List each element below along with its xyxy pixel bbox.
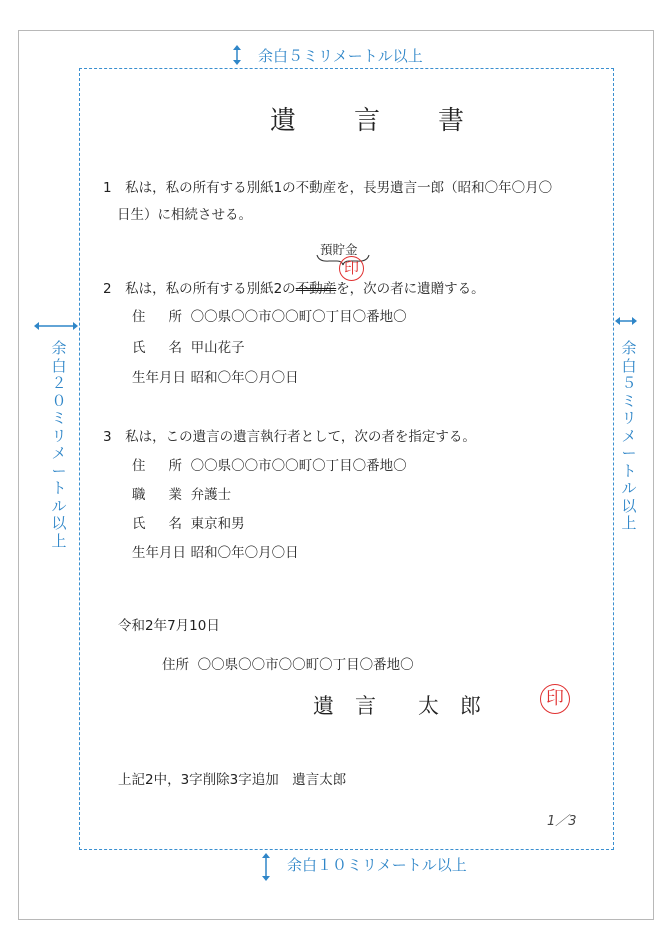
clause3-dob-row: [132, 541, 299, 561]
document-title: 遺 言 書: [270, 106, 481, 136]
clause1-line1: 1 私は，私の所有する別紙1の不動産を，長男遺言一郎（昭和〇年〇月〇: [103, 180, 553, 196]
document-date: 令和2年7月10日: [118, 618, 220, 634]
address-label: 住所: [132, 309, 182, 325]
clause3-job-row: [132, 483, 231, 503]
dob-value: 昭和〇年〇月〇日: [190, 545, 299, 561]
testator-address-label: 住所: [162, 657, 189, 673]
address-value: 〇〇県〇〇市〇〇町〇丁目〇番地〇: [190, 309, 407, 325]
dob-label: 生年月日: [132, 545, 186, 561]
clause2-address-row: [132, 305, 407, 325]
testator-address: 〇〇県〇〇市〇〇町〇丁目〇番地〇: [197, 657, 414, 673]
job-value: 弁護士: [190, 487, 232, 503]
insertion-text: 預貯金: [320, 242, 358, 257]
left-margin-arrow-icon: [33, 321, 79, 331]
name-label: 氏名: [132, 340, 182, 356]
testator-name: 遺 言 太 郎: [313, 694, 481, 718]
right-margin-label: 余白５ミリメートル以上: [621, 339, 637, 532]
dob-label: 生年月日: [132, 370, 186, 386]
clause2-dob-row: [132, 366, 299, 386]
clause3-line: 3 私は，この遺言の遺言執行者として，次の者を指定する。: [103, 429, 476, 445]
address-value: 〇〇県〇〇市〇〇町〇丁目〇番地〇: [190, 458, 407, 474]
bottom-margin-label: 余白１０ミリメートル以上: [287, 856, 467, 874]
clause1-line2: 日生）に相続させる。: [117, 207, 252, 223]
top-margin-label: 余白５ミリメートル以上: [258, 47, 423, 65]
top-margin-arrow-icon: [232, 44, 242, 66]
clause2-struck: 不動産: [295, 281, 337, 297]
name-value: 甲山花子: [190, 340, 245, 356]
signature-seal-icon: 印: [540, 684, 570, 714]
clause2-before: 2 私は，私の所有する別紙2の: [103, 281, 296, 297]
left-margin-label: 余白２０ミリメートル以上: [51, 339, 67, 550]
clause3-address-row: [132, 454, 407, 474]
correction-note: 上記2中，3字削除3字追加 遺言太郎: [118, 772, 347, 788]
clause2-line: [103, 277, 485, 297]
clause3-name-row: [132, 512, 245, 532]
right-margin-arrow-icon: [614, 316, 638, 326]
bottom-margin-arrow-icon: [261, 852, 271, 882]
dob-value: 昭和〇年〇月〇日: [190, 370, 299, 386]
address-label: 住所: [132, 458, 182, 474]
clause2-after: を，次の者に遺贈する。: [336, 281, 485, 297]
job-label: 職業: [132, 487, 182, 503]
correction-seal-icon: 印: [339, 256, 364, 281]
name-label: 氏名: [132, 516, 182, 532]
testator-address-row: [162, 653, 414, 673]
clause2-name-row: [132, 336, 245, 356]
page-number: 1／3: [547, 814, 577, 829]
name-value: 東京和男: [190, 516, 245, 532]
